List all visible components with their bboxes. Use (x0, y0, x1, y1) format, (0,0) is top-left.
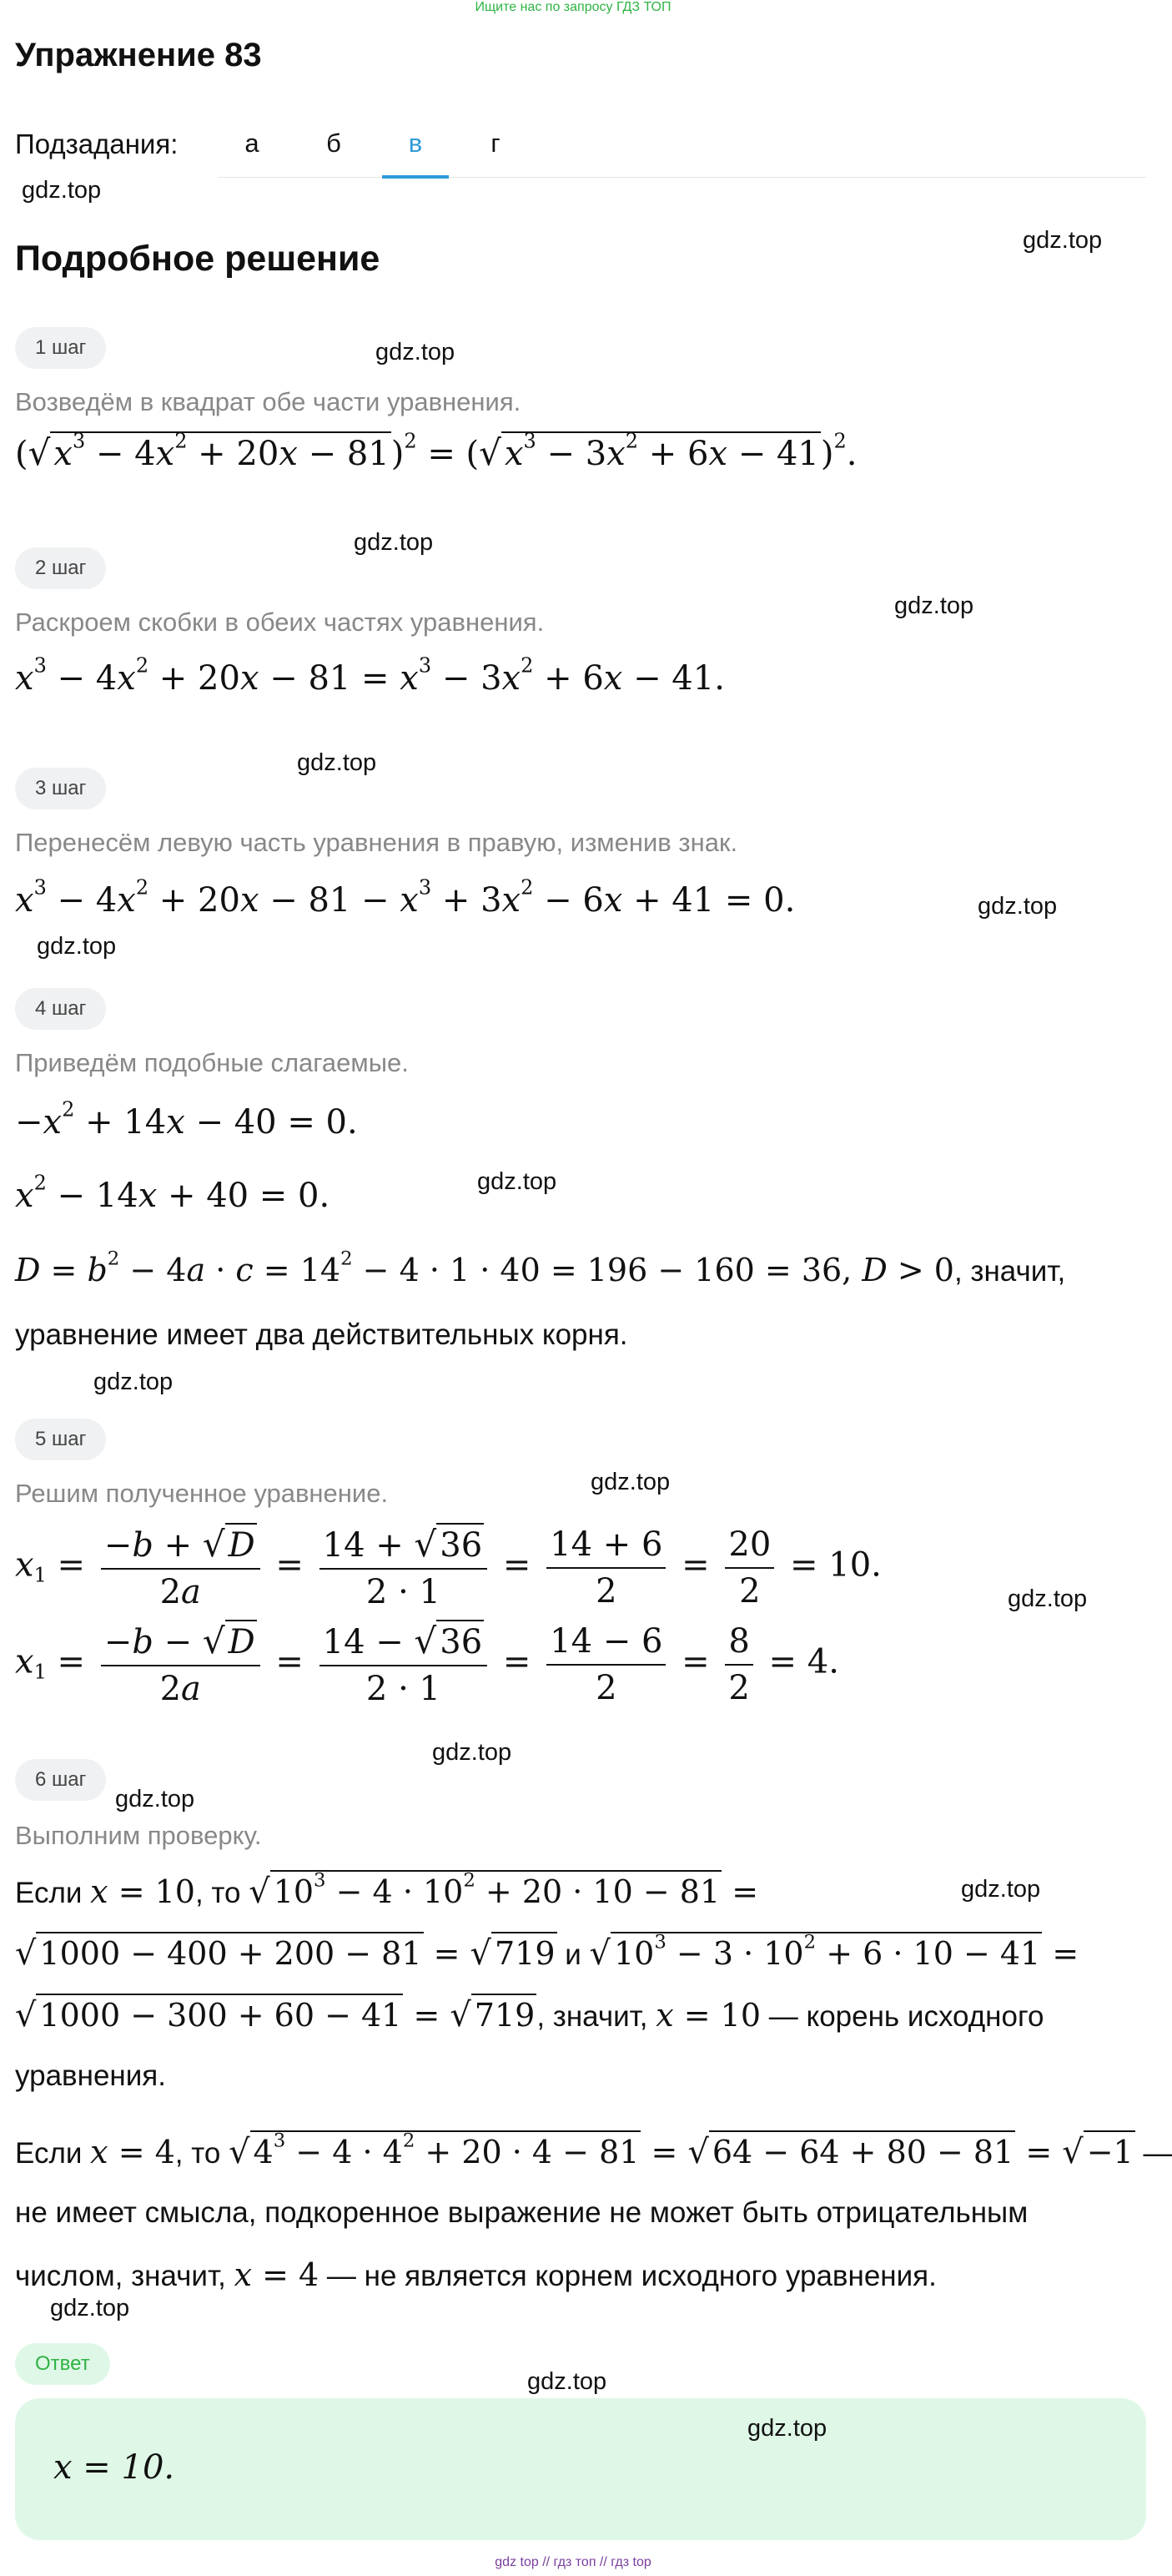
step-2-equation: $x^3 - 4x^2 + 20x - 81 = x^3 - 3x^2 + 6x - 41$. (15, 653, 725, 698)
step-text: Перенесём левую часть уравнения в правую, изменив знак. (15, 828, 738, 857)
tabs-divider (219, 177, 1146, 178)
step-badge: 4 шаг (15, 988, 106, 1030)
step-text: Выполним проверку. (15, 1821, 262, 1850)
check-then-2: , то (174, 2137, 221, 2170)
watermark: gdz.top (297, 749, 377, 776)
two-roots-text: уравнение имеет два действительных корня. (15, 1318, 628, 1351)
step-4-equation-2: $x^2 - 14x + 40 = 0$. (15, 1171, 330, 1215)
watermark: gdz.top (50, 2295, 130, 2321)
root-x2-formula: $x_1$ = $\frac{-b - √ D}{2a}$ = $\frac{14 - √ 36}{2 \cdot 1}$ = $\frac{14 - 6}{2}$ = $\frac{8}{2}$ = 4. (15, 1621, 839, 1708)
watermark: gdz.top (93, 1369, 174, 1395)
step-text: Раскроем скобки в обеих частях уравнения. (15, 607, 545, 637)
tab-a[interactable]: а (244, 129, 259, 158)
step-text: Решим полученное уравнение. (15, 1479, 389, 1508)
check-line-5: Если x = 4, то √ $4^3 - 4 \cdot 4^2 + 20 \cdot 4 - 81$ = √ 64 − 64 + 80 − 81 = √ −1 — (15, 2130, 1172, 2171)
watermark: gdz.top (375, 339, 455, 365)
active-tab-indicator (382, 175, 449, 179)
check-so: , значит, (536, 2000, 648, 2033)
step-4-equation-1: $-x^2 + 14x - 40 = 0$. (15, 1097, 358, 1142)
check-and: и (565, 1938, 581, 1971)
check-line-6: не имеет смысла, подкоренное выражение не может быть отрицательным (15, 2196, 1029, 2229)
watermark: gdz.top (747, 2415, 827, 2442)
step-1-equation: (√ $x^3 - 4x^2 + 20x - 81)^2$ = (√ $x^3 - 3x^2 + 6x - 41)^2$. (15, 429, 858, 473)
answer-box (15, 2398, 1146, 2540)
watermark: gdz.top (1008, 1585, 1088, 1612)
step-badge: 6 шаг (15, 1759, 106, 1801)
watermark: gdz.top (477, 1168, 557, 1195)
page-title: Упражнение 83 (15, 37, 262, 73)
check-if-2: Если (15, 2137, 83, 2170)
watermark: gdz.top (22, 177, 102, 204)
step-badge: 1 шаг (15, 327, 106, 369)
step-badge: 5 шаг (15, 1419, 106, 1460)
footer-links[interactable]: gdz top // гдз топ // гдз top (495, 2555, 651, 2569)
step-3-equation: $x^3 - 4x^2 + 20x - 81 - x^3 + 3x^2 - 6x + 41 = 0$. (15, 875, 796, 920)
section-title: Подробное решение (15, 239, 380, 279)
watermark: gdz.top (978, 893, 1058, 920)
discriminant-so: , значит, (953, 1255, 1066, 1288)
subtasks-label: Подзадания: (15, 129, 179, 159)
watermark: gdz.top (894, 592, 974, 619)
check-line-4: уравнения. (15, 2059, 166, 2092)
answer-badge: Ответ (15, 2343, 110, 2385)
watermark: gdz.top (961, 1876, 1041, 1903)
check-line-3: √ 1000 − 300 + 60 − 41 = √ 719, значит, x = 10 — корень исходного (15, 1996, 1044, 2034)
check-is-root: — корень исходного (768, 2000, 1044, 2033)
check-line-2: √ 1000 − 400 + 200 − 81 = √ 719 и √ $10^3 - 3 \cdot 10^2 + 6 \cdot 10 - 41$ = (15, 1931, 1079, 1973)
step-badge: 3 шаг (15, 768, 106, 809)
watermark: gdz.top (591, 1469, 671, 1495)
check-so-2: значит, (131, 2260, 226, 2292)
watermark: gdz.top (432, 1739, 512, 1766)
answer-value: x = 10. (53, 2448, 175, 2487)
tab-v[interactable]: в (408, 129, 423, 158)
watermark: gdz.top (527, 2368, 607, 2395)
step-text: Возведём в квадрат обе части уравнения. (15, 387, 521, 416)
discriminant-line: $D = b^2 - 4a \cdot c = 14^2 - 4 \cdot 1 \cdot 40 = 196 - 160 = 36$, D > 0, значит, (15, 1248, 1066, 1288)
check-not-root: — не является корнем исходного уравнения. (326, 2260, 937, 2292)
check-line-1: Если x = 10, то √ $10^3 - 4 \cdot 10^2 + 20 \cdot 10 - 81$ = (15, 1869, 759, 1911)
step-badge: 2 шаг (15, 547, 106, 589)
tab-b[interactable]: б (326, 129, 341, 158)
top-banner: Ищите нас по запросу ГДЗ ТОП (475, 0, 672, 14)
watermark: gdz.top (37, 933, 117, 960)
watermark: gdz.top (1023, 227, 1103, 254)
check-line-7: числом, значит, x = 4 — не является корнем исходного уравнения. (15, 2256, 937, 2293)
watermark: gdz.top (115, 1786, 195, 1812)
check-number: числом, (15, 2260, 123, 2292)
check-dash: — (1143, 2137, 1172, 2170)
check-then: , то (194, 1877, 241, 1909)
check-if: Если (15, 1877, 83, 1909)
tab-g[interactable]: г (490, 129, 500, 158)
watermark: gdz.top (354, 529, 434, 556)
root-x1-formula: $x_1$ = $\frac{-b + √ D}{2a}$ = $\frac{14 + √ 36}{2 \cdot 1}$ = $\frac{14 + 6}{2}$ = $\frac{20}{2}$ = 10. (15, 1524, 882, 1611)
step-text: Приведём подобные слагаемые. (15, 1048, 409, 1077)
